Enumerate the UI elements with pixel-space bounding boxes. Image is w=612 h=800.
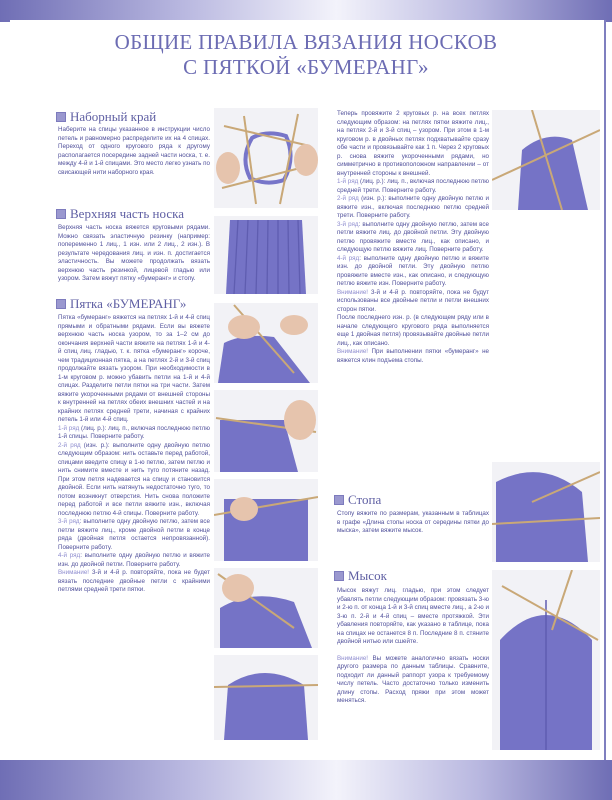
- foot-text: [337, 510, 489, 536]
- heel-intro: Пятка «бумеранг» вяжется на петлях 1-й и 4-й спиц прямыми и обратными рядами. Если вы вяжете верхнюю часть носка узором, то за 1–2 см до окончания верхней части вяжите на петлях 1-й и 4-й спиц лиц. гладью, т. к. пятка «бумеранг» короче, чем традиционная пятка, а на петлях 2-й и 3-й спиц продолжайте вязать узором. При необходимости в 1-м круговом р. можно убавить петли на 1-й и 4-й спицах. Разделите петли пятки на три части. Затем вяжите укороченными рядами от внешней стороны к внутренней на петлях обеих внешних частей и на крайних петлях средней трети, начиная с крайних петель 1-й или 4-й спиц.: [58, 314, 210, 423]
- heel-row1-text: (лиц. р.): лиц. п., включая последнюю петлю 1-й спицы. Поверните работу.: [58, 424, 210, 440]
- toe-note: [337, 655, 489, 706]
- heel-row3-label: 3-й ряд: [58, 518, 80, 525]
- heel-row4-label: 4-й ряд: [58, 552, 81, 559]
- heading-toe-label: Мысок: [348, 568, 387, 583]
- heel-row3-text: : выполните одну двойную петлю, затем все петли вяжите лиц., кроме двойной петли в конце ряда (двойная петля остается непровязанной). Поверните работу.: [58, 518, 210, 551]
- cast-on-paragraph: Наберите на спицы указанное в инструкции число петель и равномерно распределите их на 4 спицах. Переход от одного кругового ряда к другому располагается посередине задней части носка, т. е. между 4-й и 1-й спицами. Это место легко узнать по свисающей нити наборного края.: [58, 126, 210, 176]
- heel-knitting-step2-illustration: [214, 390, 318, 472]
- heel-row2-label: 2-й ряд: [58, 441, 81, 449]
- heading-top-part-label: Верхняя часть носка: [70, 206, 184, 221]
- heel-cont-note-text: 3-й и 4-й р. повторяйте, пока не будут использованы все двойные петли и петли внешних сторон пятки.: [337, 288, 489, 313]
- heel-cont-row4-text: : выполните одну двойную петлю и вяжите изн. до двойной петли. Эту двойную петлю провяжите вместе изн., как описано, и следующую петлю вяжите изн. Поверните работу.: [337, 254, 489, 287]
- heel-note-text: 3-й и 4-й р. повторяйте, пока не будет вязать последние двойные петли с крайними петлями средней трети пятки.: [58, 569, 210, 593]
- heel-cont-row4-label: 4-й ряд: [337, 254, 360, 262]
- heel-knitting-step1-illustration: [214, 303, 318, 383]
- heel-knitting-step4-illustration: [214, 568, 318, 648]
- photo-heel-step1: [214, 303, 318, 383]
- heel-cont-row3-label: 3-й ряд: [337, 220, 359, 228]
- heading-heel: [56, 296, 186, 312]
- square-bullet-icon: [56, 209, 66, 219]
- needles-cast-on-illustration: [214, 108, 318, 208]
- heel-cont-row1: [337, 178, 489, 195]
- foot-paragraph: Стопу вяжите по размерам, указанным в таблицах в графе «Длина стопы носка от середины пятки до мыска», затем вяжите мысок.: [337, 510, 489, 534]
- toe-paragraph: Мысок вяжут лиц. гладью, при этом следует убавлять петли следующим образом: провязать 3-ю и 2-ю п. от конца 1-й и 3-й спиц вместе лиц., а 2-ю и 3-ю п. 2-й и 4-й спиц – вместе протяжкой. Эти убавления повторяйте, как указано в таблице, пока на спицах не останется 8 п. Последние 8 п. стяните двойной нитью или сшейте.: [337, 587, 489, 645]
- square-bullet-icon: [56, 112, 66, 122]
- heading-top-part: [56, 206, 184, 222]
- heel-cont-text: [337, 110, 489, 365]
- heel-row4-text: : выполните одну двойную петлю и вяжите изн. до двойной петли. Поверните работу.: [58, 552, 210, 568]
- heel-cont-row3-text: : выполните одну двойную петлю, затем все петли вяжите лиц. до двойной петли. Эту двойную петлю провяжите вместе лиц., как описано, и следующую петлю вяжите лиц. Поверните работу.: [337, 220, 489, 253]
- heel-cont-row3: [337, 221, 489, 255]
- square-bullet-icon: [334, 495, 344, 505]
- toe-note-label: Внимание!: [337, 654, 369, 662]
- heel-cont-note: [337, 289, 489, 315]
- heel-cont-row4: [337, 255, 489, 289]
- heel-cont-intro: Теперь провяжите 2 круговых р. на всех петлях следующим образом: на петлях пятки вяжите лиц., на петлях 2-й и 3-й спиц – узором. При этом в 1-м круговом р. в двойных петлях подхватывайте сразу обе части и провязывайте как 1 п. Через 2 круговых р. снова вяжите укороченными рядами, но симметрично в противоположном направлении – от внутренней стороны к внешней.: [337, 110, 489, 177]
- heading-toe: [334, 568, 387, 584]
- heel-row4: [58, 552, 210, 569]
- heel-cont-note2-text: При выполнении пятки «бумеранг» не вяжется клин подъема стопы.: [337, 348, 489, 364]
- heel-note: [58, 569, 210, 595]
- photo-top-part: [214, 216, 318, 294]
- photo-heel-step2: [214, 390, 318, 472]
- top-part-text: [58, 224, 210, 284]
- heel-note-label: Внимание!: [58, 569, 90, 576]
- page-title-line2: С ПЯТКОЙ «БУМЕРАНГ»: [183, 55, 429, 79]
- heel-cont-note-label: Внимание!: [337, 288, 369, 296]
- toe-text: [337, 587, 489, 706]
- photo-toe: [492, 570, 600, 750]
- top-part-paragraph: Верхняя часть носка вяжется круговыми рядами. Можно связать эластичную резинку (например: попеременно 1 лиц., 1 изн. или 2 лиц., 2 изн.). В результате чередования лиц. и изн. п. достигается эластичность. Вы можете продолжать вязать верхнюю часть резинкой, лицевой гладью или узором. Затем вяжут пятку «бумеранг» и стопу.: [58, 224, 210, 282]
- heel-row3: [58, 518, 210, 552]
- heel-cont-row2-label: 2-й ряд: [337, 195, 359, 202]
- heel-row2-text: (изн. р.): выполните одну двойную петлю следующим образом: нить оставьте перед работой, спицами введите спицу в 1-ю петлю, затем петлю и нить снимите вместе и нить туго потяните назад. При этом петля надевается на спицу и становится двойной. Если нить натянуть недостаточно туго, то потом возникнут отверстия. Нить снова положите перед работой и все петли вяжите изн., включая последнюю петлю 4-й спицы. Поверните работу.: [58, 441, 210, 517]
- photo-heel-turned: [492, 110, 600, 210]
- heading-cast-on-label: Наборный край: [70, 109, 157, 124]
- heel-row1-label: 1-й ряд: [58, 424, 80, 432]
- photo-foot: [492, 462, 600, 562]
- page-title-line1: ОБЩИЕ ПРАВИЛА ВЯЗАНИЯ НОСКОВ: [114, 30, 498, 54]
- heel-text: [58, 314, 210, 595]
- heading-foot-label: Стопа: [348, 492, 382, 507]
- heel-turned-illustration: [492, 110, 600, 210]
- heel-cont-row2-text: (изн. р.): выполните одну двойную петлю и вяжите изн., включая последнюю петлю средней трети. Поверните работу.: [337, 195, 489, 219]
- toe-note-text: Вы можете аналогично вязать носки другого размера по данным таблицы. Сравните, подходит ли данный раппорт узора к требуемому числу петель. Часто достаточно только изменить длину стопы. Расход пряжи при этом может меняться.: [337, 654, 489, 704]
- photo-heel-step4: [214, 568, 318, 648]
- photo-heel-finished: [214, 655, 318, 740]
- heading-foot: [334, 492, 381, 508]
- cast-on-text: [58, 126, 210, 177]
- heel-row1: [58, 425, 210, 442]
- heel-cont-note2: [337, 348, 489, 365]
- heel-cont-row2: [337, 195, 489, 221]
- heel-cont-row1-label: 1-й ряд: [337, 178, 359, 185]
- square-bullet-icon: [334, 571, 344, 581]
- bottom-decor-band: [0, 760, 612, 800]
- photo-cast-on: [214, 108, 318, 208]
- heading-heel-label: Пятка «БУМЕРАНГ»: [70, 296, 187, 311]
- heel-cont-note2-label: Внимание!: [337, 348, 369, 355]
- square-bullet-icon: [56, 299, 66, 309]
- heel-row2: [58, 442, 210, 519]
- heel-finished-illustration: [214, 655, 318, 740]
- top-decor-band: [0, 0, 612, 22]
- photo-heel-step3: [214, 479, 318, 561]
- heel-knitting-step3-illustration: [214, 479, 318, 561]
- heading-cast-on: [56, 109, 156, 125]
- page-title: [0, 30, 612, 80]
- toe-knitting-illustration: [492, 570, 600, 750]
- ribbed-cuff-illustration: [214, 216, 318, 294]
- foot-knitting-illustration: [492, 462, 600, 562]
- heel-cont-after: После последнего изн. р. (в следующем ряду или в начале следующего кругового ряда выполняется еще 1 двойная петля) провязывайте двойные петли лиц., как описано.: [337, 314, 489, 347]
- heel-cont-row1-text: (лиц. р.): лиц. п., включая последнюю петлю средней трети. Поверните работу.: [337, 178, 489, 194]
